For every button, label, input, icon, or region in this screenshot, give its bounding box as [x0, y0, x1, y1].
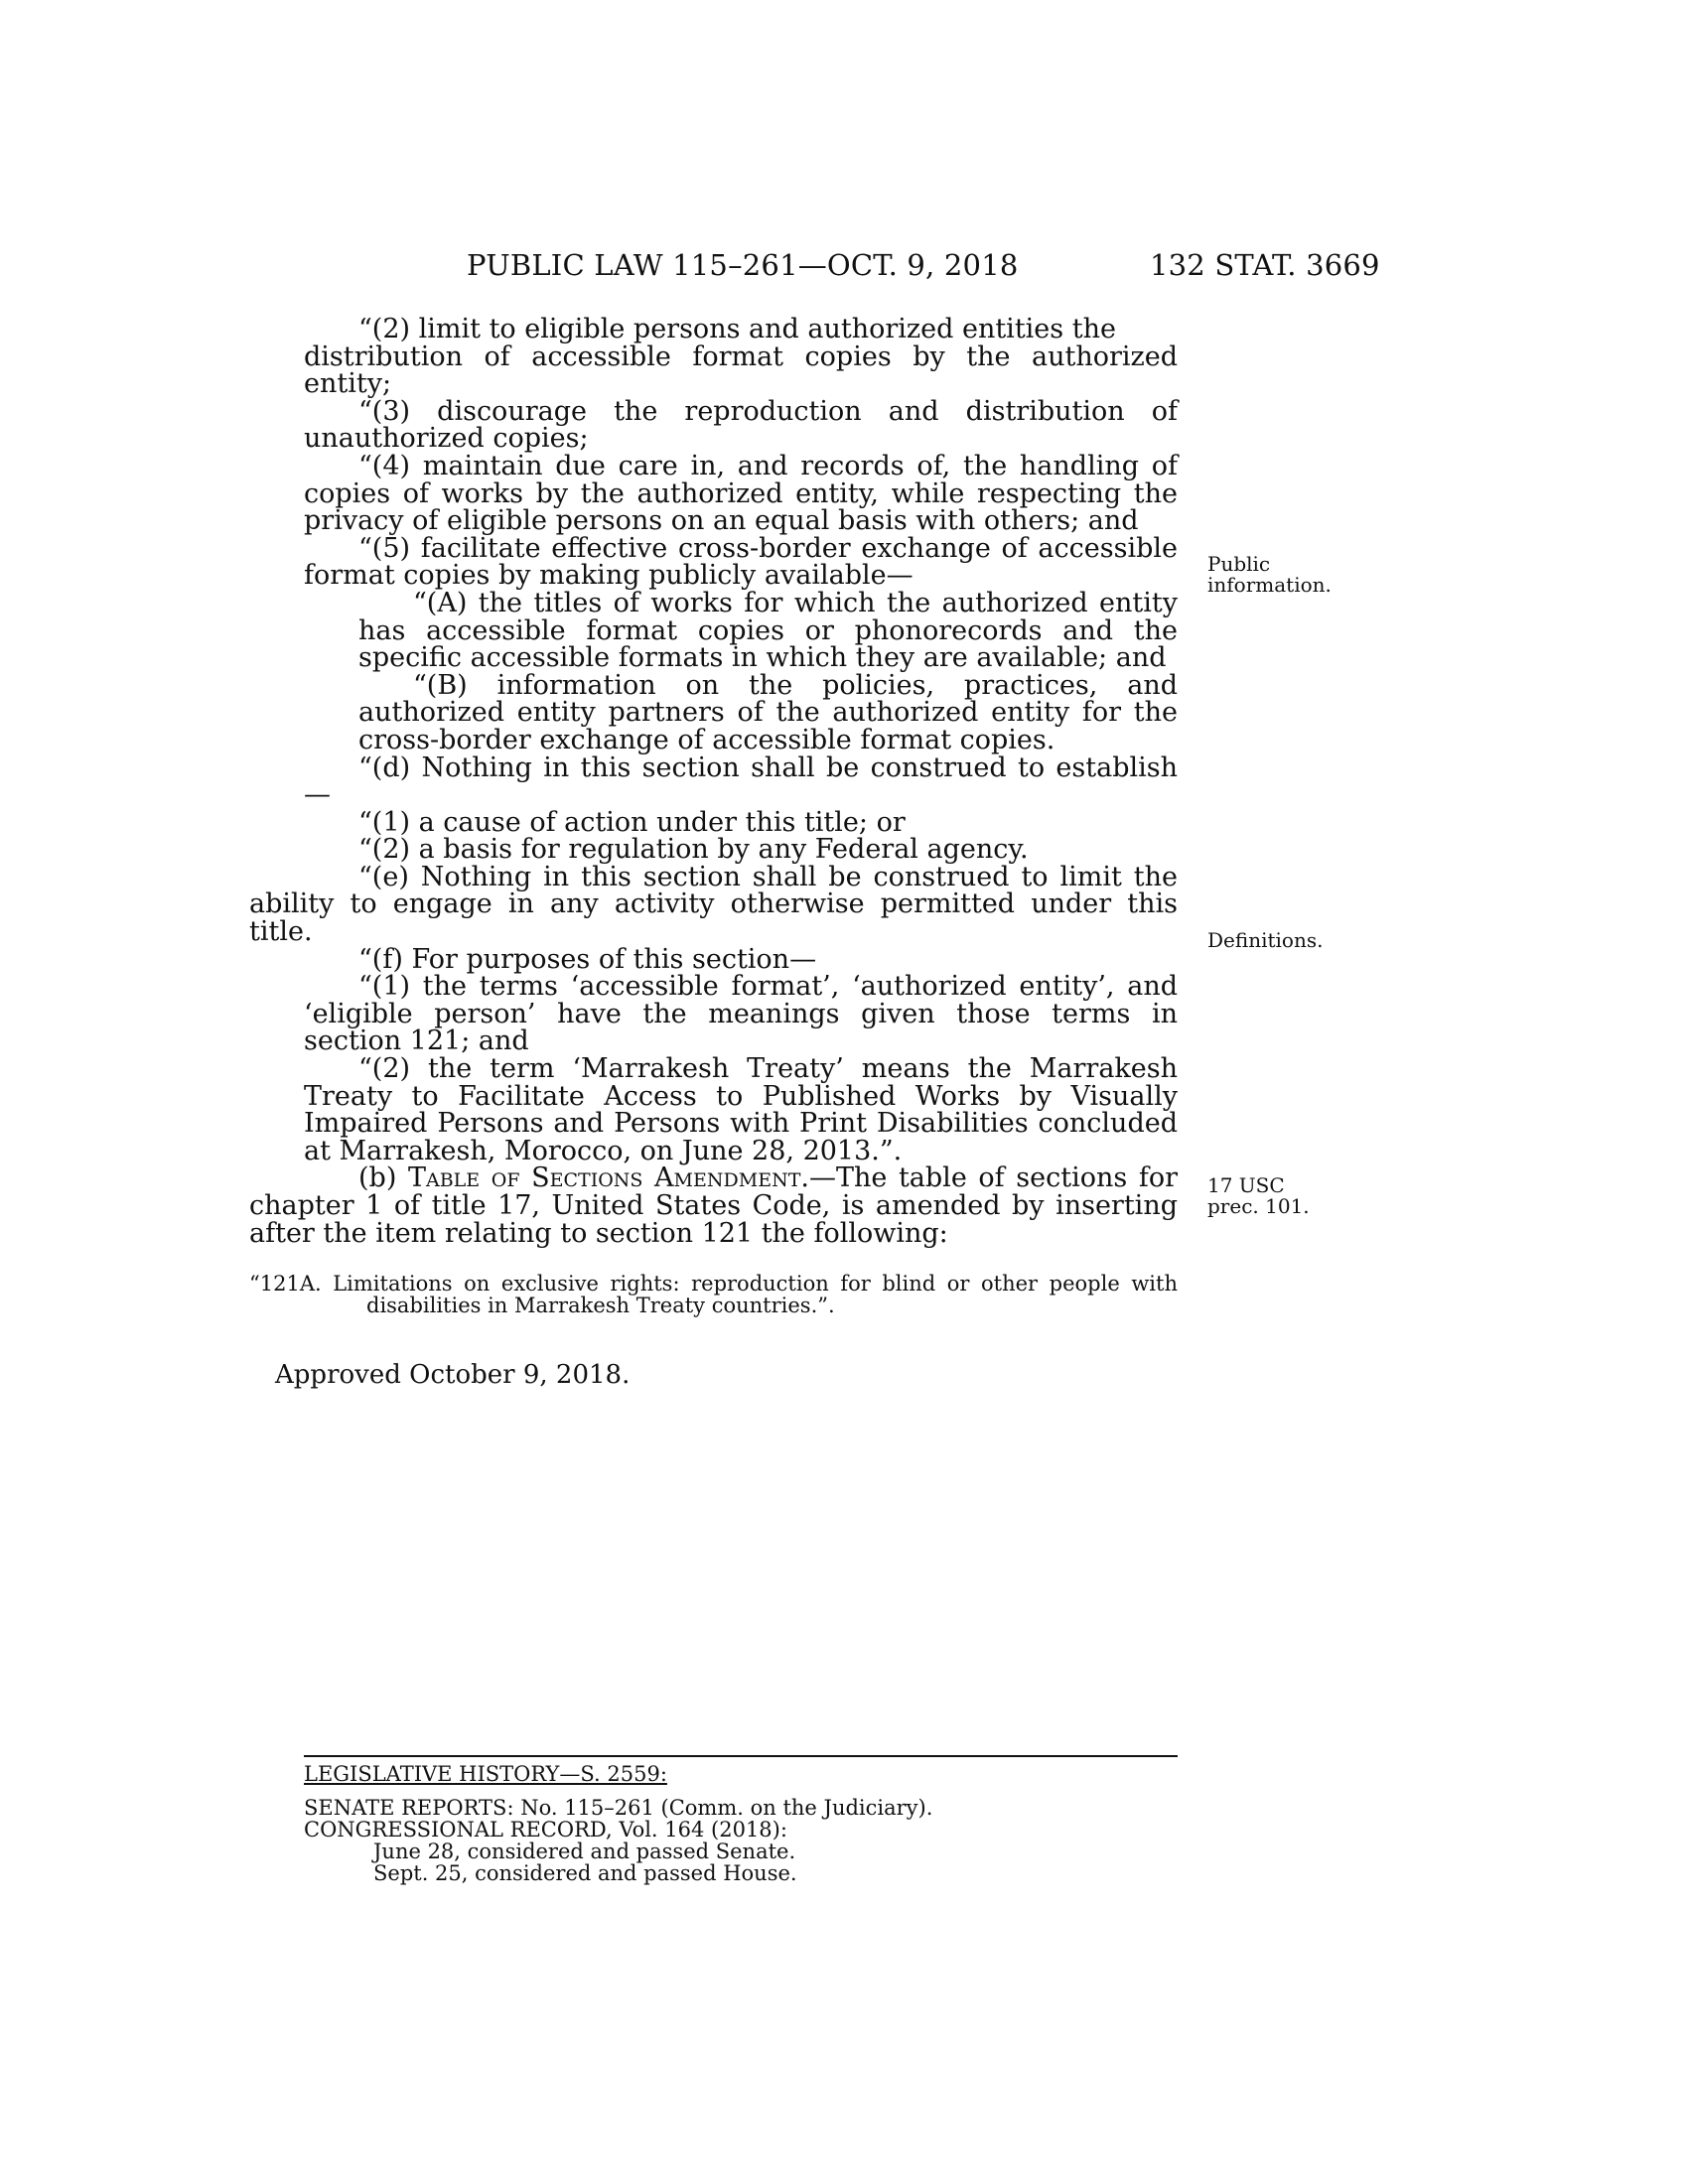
para-3: “(3) discourage the reproduction and distribution of unauthorized copies;	[304, 395, 1178, 455]
subsection-d-1: “(1) a cause of action under this title; or	[358, 806, 906, 838]
usc-line1: 17 USC	[1207, 1173, 1285, 1197]
subsection-e: “(e) Nothing in this section shall be construed to limit the ability to engage in any activity otherwise permitted under this title.	[249, 861, 1178, 948]
running-header-page: 132 STAT. 3669	[1150, 248, 1380, 282]
leg-entry-house: Sept. 25, considered and passed House.	[373, 1861, 797, 1885]
subsection-b	[249, 1164, 1178, 1247]
legislative-history	[304, 1763, 1178, 1884]
para-4: “(4) maintain due care in, and records of, the handling of copies of works by the authorized entity, while respecting the privacy of eligible persons on an equal basis with others; and	[304, 450, 1178, 537]
subsection-d: “(d) Nothing in this section shall be construed to establish—	[304, 751, 1178, 811]
footnote-divider	[304, 1755, 1178, 1757]
subsection-b-heading: Table of Sections Amendment	[407, 1162, 801, 1194]
running-header-title: PUBLIC LAW 115–261—OCT. 9, 2018	[467, 248, 1019, 282]
statute-body	[249, 314, 1178, 1391]
table-of-sections-item: “121A. Limitations on exclusive rights: reproduction for blind or other people with disabilities in Marrakesh Treaty countries.”.	[249, 1272, 1178, 1318]
subsection-b-lead: (b)	[358, 1162, 408, 1194]
subsection-f-2: “(2) the term ‘Marrakesh Treaty’ means the Marrakesh Treaty to Facilitate Access to Published Works by Visually Impaired Persons and Persons with Print Disabilities concluded at Marrakesh, Morocco, on June 28, 2013.”.	[304, 1053, 1178, 1166]
subpara-B: “(B) information on the policies, practices, and authorized entity partners of the authorized entity for the cross-border exchange of accessible format copies.	[358, 669, 1178, 755]
leg-history-title: LEGISLATIVE HISTORY—S. 2559:	[304, 1762, 667, 1786]
subsection-f-1: “(1) the terms ‘accessible format’, ‘authorized entity’, and ‘eligible person’ have the meanings given those terms in section 121; and	[304, 971, 1178, 1057]
margin-note-public-information: Public information.	[1207, 552, 1332, 597]
subsection-b-text: .—The table of sections for chapter 1 of title 17, United States Code, is amended by inserting after the item relating to section 121 the following:	[249, 1162, 1178, 1249]
para-2-line1: “(2) limit to eligible persons and authorized entities the	[358, 314, 1116, 344]
approval-line: Approved October 9, 2018.	[275, 1360, 631, 1391]
usc-line2: prec. 101.	[1207, 1194, 1310, 1218]
subsection-d-2: “(2) a basis for regulation by any Federal agency.	[358, 834, 1029, 866]
subpara-A: “(A) the titles of works for which the authorized entity has accessible format copies or phonorecords and the specific accessible formats in which they are available; and	[358, 587, 1178, 674]
margin-note-usc-citation	[1207, 1175, 1346, 1217]
para-5: “(5) facilitate effective cross-border exchange of accessible format copies by making publicly available—	[304, 532, 1178, 592]
para-2-line2: distribution of accessible format copies by the authorized entity;	[304, 341, 1178, 400]
leg-senate-reports: SENATE REPORTS: No. 115–261 (Comm. on the Judiciary).	[304, 1796, 933, 1820]
margin-note-definitions: Definitions.	[1207, 928, 1324, 952]
subsection-f: “(f) For purposes of this section—	[358, 943, 817, 975]
leg-entry-senate: June 28, considered and passed Senate.	[373, 1840, 796, 1863]
leg-congressional-record: CONGRESSIONAL RECORD, Vol. 164 (2018):	[304, 1818, 787, 1842]
